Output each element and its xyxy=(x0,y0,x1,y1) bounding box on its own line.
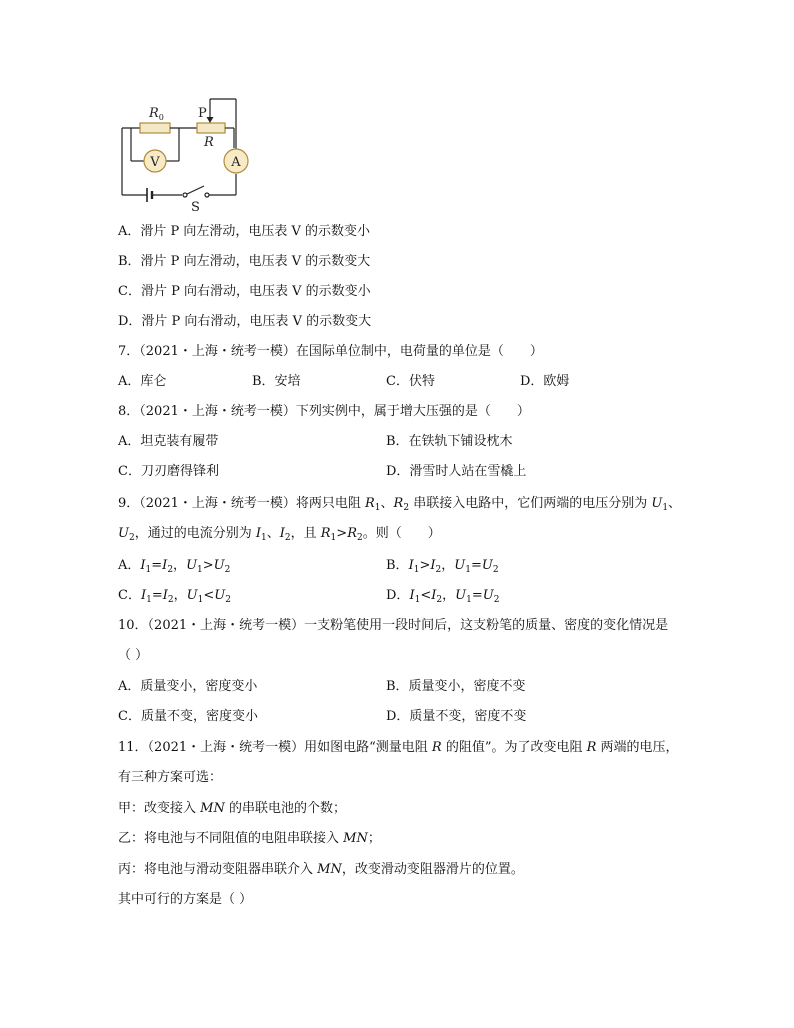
p-label: P xyxy=(198,106,207,121)
q9-stem-line2: $U_2$，通过的电流分别为 $I_1$、$I_2$，且 $R_1>R_2$。则（ ） xyxy=(118,526,441,543)
voltmeter-label: V xyxy=(150,155,160,170)
q8-option-b: B．在铁轨下铺设枕木 xyxy=(386,434,513,449)
q6-option-b: B．滑片 P 向左滑动，电压表 V 的示数变大 xyxy=(118,254,371,269)
q9-stem-line1: 9．（2021・上海・统考一模）将两只电阻 $R_1$、$R_2$ 串联接入电路中，它们两端的电压分别为 $U_1$、 xyxy=(118,496,682,513)
rheostat-r xyxy=(197,123,225,133)
q6-option-a: A．滑片 P 向左滑动，电压表 V 的示数变小 xyxy=(118,224,371,239)
q6-option-d: D．滑片 P 向右滑动，电压表 V 的示数变大 xyxy=(118,314,372,329)
q10-option-d: D．质量不变，密度不变 xyxy=(386,709,527,724)
q10-option-b: B．质量变小，密度不变 xyxy=(386,679,526,694)
q11-plan-a: 甲：改变接入 MN 的串联电池的个数； xyxy=(118,801,346,816)
q11-stem-line2: 有三种方案可选： xyxy=(118,770,223,785)
switch-label: S xyxy=(191,200,200,215)
q8-option-a: A．坦克装有履带 xyxy=(118,434,219,449)
q7-stem: 7．（2021・上海・统考一模）在国际单位制中，电荷量的单位是（ ） xyxy=(118,344,543,359)
q11-plan-b: 乙：将电池与不同阻值的电阻串联接入 MN； xyxy=(118,831,381,846)
q10-option-c: C．质量不变，密度变小 xyxy=(118,709,258,724)
resistor-r0 xyxy=(140,123,170,133)
q9-option-b: B．$I_1>I_2$，$U_1=U_2$ xyxy=(386,558,499,575)
q8-option-d: D．滑雪时人站在雪橇上 xyxy=(386,464,527,479)
q7-option-a: A．库仑 xyxy=(118,374,167,389)
q11-stem-line1: 11．（2021・上海・统考一模）用如图电路“测量电阻 R 的阻值”。为了改变电阻 R 两端的电压， xyxy=(118,740,679,755)
ammeter-label: A xyxy=(231,155,241,170)
q7-option-c: C．伏特 xyxy=(386,374,435,389)
q9-option-d: D．$I_1<I_2$，$U_1=U_2$ xyxy=(386,588,500,605)
r-label: R xyxy=(204,135,214,150)
q10-stem-line1: 10．（2021・上海・统考一模）一支粉笔使用一段时间后，这支粉笔的质量、密度的变化情况是 xyxy=(118,618,669,633)
q8-option-c: C．刀刃磨得锋利 xyxy=(118,464,219,479)
q8-stem: 8．（2021・上海・统考一模）下列实例中，属于增大压强的是（ ） xyxy=(118,404,530,419)
q11-plan-c: 丙：将电池与滑动变阻器串联介入 MN，改变滑动变阻器滑片的位置。 xyxy=(118,862,524,877)
circuit-diagram xyxy=(110,95,260,215)
q9-option-c: C．$I_1=I_2$，$U_1<U_2$ xyxy=(118,588,231,605)
q7-option-b: B．安培 xyxy=(252,374,301,389)
r0-label: $R_0$ xyxy=(149,106,164,122)
q9-option-a: A．$I_1=I_2$，$U_1>U_2$ xyxy=(118,558,231,575)
q11-last-line: 其中可行的方案是（ ） xyxy=(118,892,253,907)
q6-option-c: C．滑片 P 向右滑动，电压表 V 的示数变小 xyxy=(118,284,371,299)
q10-stem-line2: （ ） xyxy=(118,648,149,663)
q7-option-d: D．欧姆 xyxy=(520,374,570,389)
q10-option-a: A．质量变小，密度变小 xyxy=(118,679,258,694)
